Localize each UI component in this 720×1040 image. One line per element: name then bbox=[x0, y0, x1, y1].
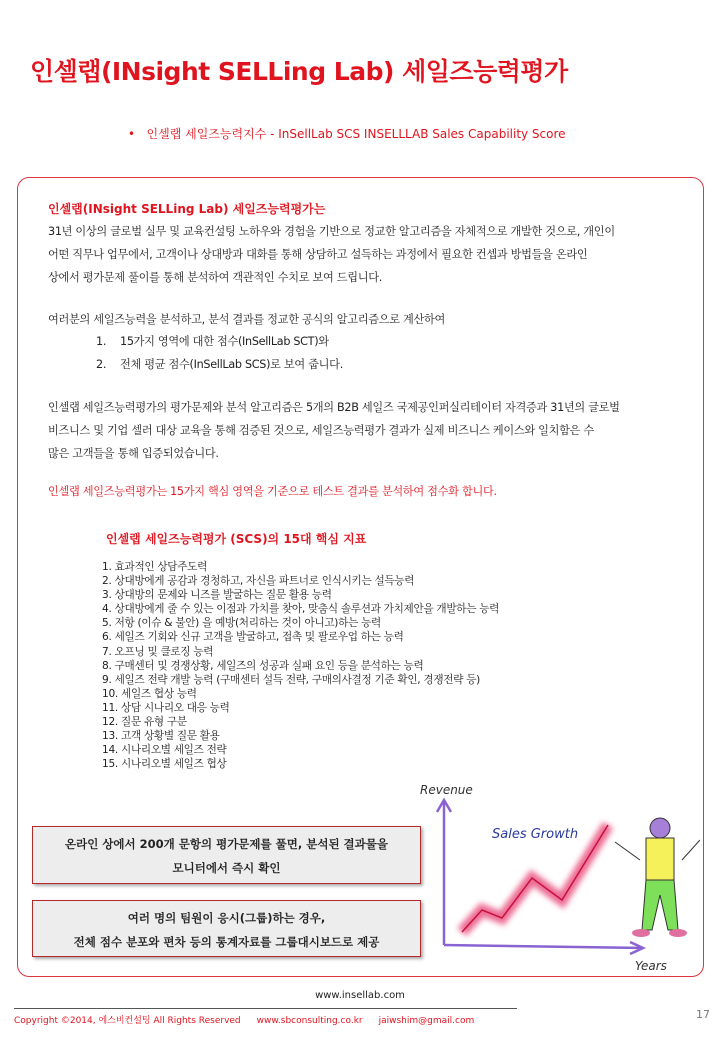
indicator-item: 2. 상대방에게 공감과 경청하고, 자신을 파트너로 인식시키는 설득능력 bbox=[102, 575, 415, 588]
online-result-callout bbox=[32, 826, 421, 884]
callout-line: 여러 명의 팀원이 응시(그룹)하는 경우, bbox=[127, 911, 326, 925]
text-line: 많은 고객들을 통해 입증되었습니다. bbox=[48, 447, 219, 460]
callout-line: 모니터에서 즉시 확인 bbox=[172, 861, 281, 875]
step-number: 1. bbox=[96, 335, 107, 348]
text-line: 31년 이상의 글로벌 실무 및 교육컨설팅 노하우와 경험을 기반으로 정교한 알고리즘을 자체적으로 개발한 것으로, 개인이 bbox=[48, 225, 615, 238]
step-text: 전체 평균 점수(InSellLab SCS)로 보여 줍니다. bbox=[120, 358, 343, 371]
y-axis-arrow bbox=[437, 800, 451, 945]
indicator-item: 13. 고객 상황별 질문 활용 bbox=[102, 730, 220, 743]
text-line: 어떤 직무나 업무에서, 고객이나 상대방과 대화를 통해 상담하고 설득하는 과정에서 필요한 컨셉과 방법들을 온라인 bbox=[48, 248, 588, 261]
sales-growth-caption: Sales Growth bbox=[492, 827, 579, 842]
page-number: 17 bbox=[696, 1008, 710, 1021]
copyright-text: Copyright ©2014, 에스비컨설팅 All Rights Reserved bbox=[14, 1016, 241, 1026]
indicator-item: 12. 질문 유형 구분 bbox=[102, 716, 187, 729]
subtitle-text: 인셀랩 세일즈능력지수 - InSellLab SCS INSELLLAB Sales Capability Score bbox=[146, 127, 566, 141]
x-axis-arrow bbox=[444, 942, 643, 954]
text-line: 인셀랩 세일즈능력평가의 평가문제와 분석 알고리즘은 5개의 B2B 세일즈 국제공인퍼실리테이터 자격증과 31년의 글로벌 bbox=[48, 401, 620, 414]
indicator-item: 8. 구매센터 및 경쟁상황, 세일즈의 성공과 실패 요인 등을 분석하는 능력 bbox=[102, 659, 424, 672]
indicator-item: 14. 시나리오별 세일즈 전략 bbox=[102, 744, 227, 757]
intro-paragraph bbox=[48, 220, 698, 289]
text-line: 비즈니스 및 기업 셀러 대상 교육을 통해 검증된 것으로, 세일즈능력평가 결과가 실제 비즈니스 케이스와 일치함은 수 bbox=[48, 424, 594, 437]
revenue-label: Revenue bbox=[420, 783, 473, 797]
intro-heading: 인셀랩(INsight SELLing Lab) 세일즈능력평가는 bbox=[48, 202, 326, 216]
website-link[interactable]: www.insellab.com bbox=[315, 990, 405, 1001]
footer-copyright bbox=[14, 1013, 490, 1026]
company-link[interactable]: www.sbconsulting.co.kr bbox=[256, 1016, 363, 1026]
step-text: 15가지 영역에 대한 점수(InSellLab SCT)와 bbox=[120, 335, 329, 348]
summary-text: 인셀랩 세일즈능력평가는 15가지 핵심 영역을 기준으로 테스트 결과를 분석하여 점수화 합니다. bbox=[48, 485, 497, 498]
footer-divider bbox=[14, 1008, 517, 1009]
page-title: 인셀랩(INsight SELLing Lab) 세일즈능력평가 bbox=[30, 57, 568, 86]
person-head bbox=[650, 818, 670, 838]
subtitle-bullet: • 인셀랩 세일즈능력지수 - InSellLab SCS INSELLLAB Sales Capability Score bbox=[128, 127, 566, 141]
person-shoe bbox=[669, 929, 687, 937]
step-item bbox=[96, 353, 343, 376]
text-line: 상에서 평가문제 풀이를 통해 분석하여 객관적인 수치로 보여 드립니다. bbox=[48, 271, 383, 284]
calc-paragraph: 여러분의 세일즈능력을 분석하고, 분석 결과를 정교한 공식의 알고리즘으로 계산하여 bbox=[48, 313, 446, 326]
person-pants bbox=[642, 880, 678, 930]
years-label: Years bbox=[635, 959, 667, 973]
group-dashboard-callout bbox=[32, 900, 421, 957]
indicator-item: 4. 상대방에게 줄 수 있는 이점과 가치를 찾아, 맞춤식 솔루션과 가치제안을 개발하는 능력 bbox=[102, 603, 500, 616]
indicators-heading: 인셀랩 세일즈능력평가 (SCS)의 15대 핵심 지표 bbox=[106, 532, 367, 546]
indicator-item: 5. 저항 (이슈 & 불안) 을 예방(처리하는 것이 아니고)하는 능력 bbox=[102, 617, 381, 630]
steps-list bbox=[96, 330, 343, 376]
indicator-item: 9. 세일즈 전략 개발 능력 (구매센터 설득 전략, 구매의사결정 기준 확인, 경쟁전략 등) bbox=[102, 673, 480, 686]
step-number: 2. bbox=[96, 358, 107, 371]
callout-line: 온라인 상에서 200개 문항의 평가문제를 풀면, 분석된 결과물을 bbox=[64, 837, 388, 851]
indicator-item: 10. 세일즈 협상 능력 bbox=[102, 687, 197, 700]
person-shoe bbox=[632, 929, 650, 937]
sales-growth-illustration bbox=[420, 780, 700, 975]
indicator-item: 3. 상대방의 문제와 니즈를 발굴하는 질문 활용 능력 bbox=[102, 589, 332, 602]
email-link[interactable]: jaiwshim@gmail.com bbox=[378, 1016, 475, 1026]
indicator-item: 15. 시나리오별 세일즈 협상 bbox=[102, 758, 227, 771]
person-shirt bbox=[646, 838, 674, 880]
callout-line: 전체 점수 분포와 편차 등의 통계자료를 그룹대시보드로 제공 bbox=[73, 935, 380, 949]
indicator-item: 6. 세일즈 기회와 신규 고객을 발굴하고, 접촉 및 팔로우업 하는 능력 bbox=[102, 631, 404, 644]
validation-paragraph bbox=[48, 396, 698, 465]
indicator-item: 11. 상담 시나리오 대응 능력 bbox=[102, 701, 230, 714]
indicators-list bbox=[102, 560, 499, 771]
step-item bbox=[96, 330, 343, 353]
indicator-item: 7. 오프닝 및 클로징 능력 bbox=[102, 645, 214, 658]
indicator-item: 1. 효과적인 상담주도력 bbox=[102, 561, 208, 573]
